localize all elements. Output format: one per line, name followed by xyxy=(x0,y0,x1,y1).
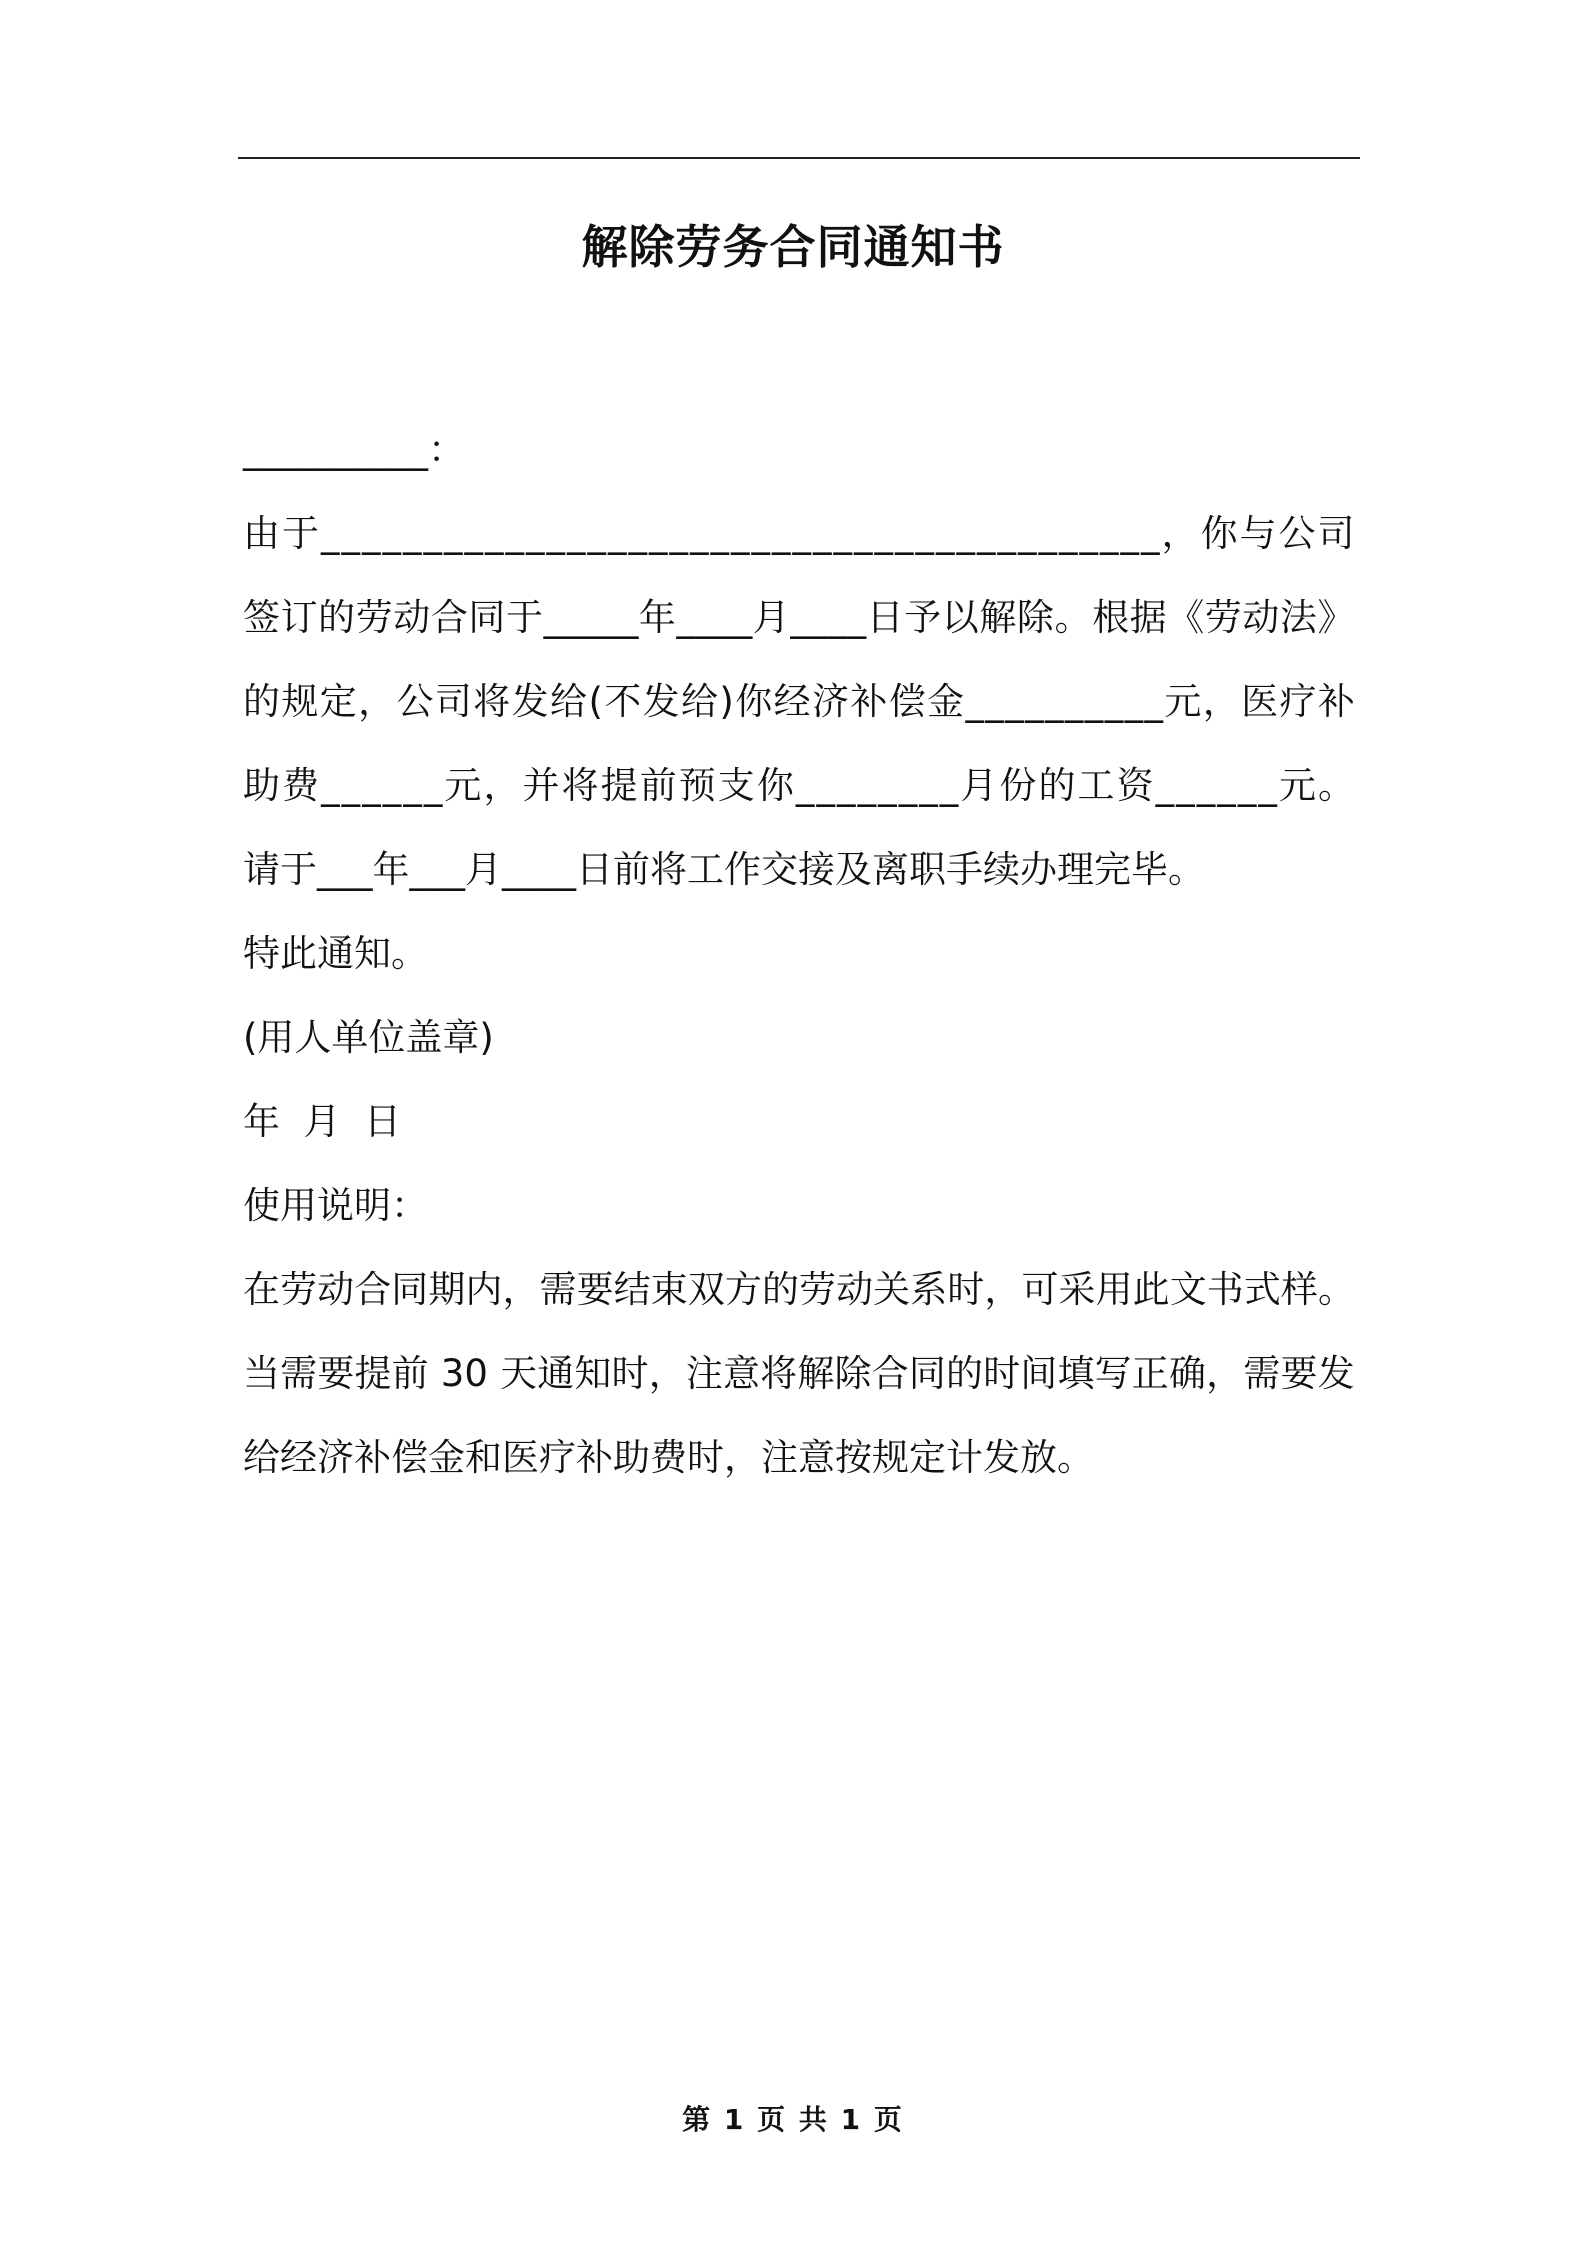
paragraph-line-3: 的规定，公司将发给(不发给)你经济补偿金__________元，医疗补 xyxy=(243,680,1357,723)
header-rule xyxy=(238,157,1360,159)
paragraph-line-4: 助费______元，并将提前预支你________月份的工资______元。 xyxy=(243,764,1358,807)
usage-line-2: 当需要提前 30 天通知时，注意将解除合同的时间填写正确，需要发 xyxy=(243,1352,1355,1395)
usage-line-3: 给经济补偿金和医疗补助费时，注意按规定计发放。 xyxy=(243,1436,1094,1479)
usage-heading: 使用说明： xyxy=(243,1184,428,1227)
paragraph-line-1: 由于_________________________________________，你与公司 xyxy=(243,512,1357,555)
seal-line: (用人单位盖章) xyxy=(243,1016,494,1059)
page-footer: 第 1 页 共 1 页 xyxy=(682,2103,904,2136)
handover-line: 请于___年___月____日前将工作交接及离职手续办理完毕。 xyxy=(243,848,1205,891)
paragraph-line-2: 签订的劳动合同于_____年____月____日予以解除。根据《劳动法》 xyxy=(243,596,1356,639)
closing-line: 特此通知。 xyxy=(243,932,428,975)
salutation-line: __________： xyxy=(243,428,465,471)
document-body xyxy=(243,408,1358,1500)
date-line: 年 月 日 xyxy=(243,1100,402,1143)
document-title: 解除劳务合同通知书 xyxy=(581,220,1005,274)
usage-line-1: 在劳动合同期内，需要结束双方的劳动关系时，可采用此文书式样。 xyxy=(243,1268,1356,1311)
